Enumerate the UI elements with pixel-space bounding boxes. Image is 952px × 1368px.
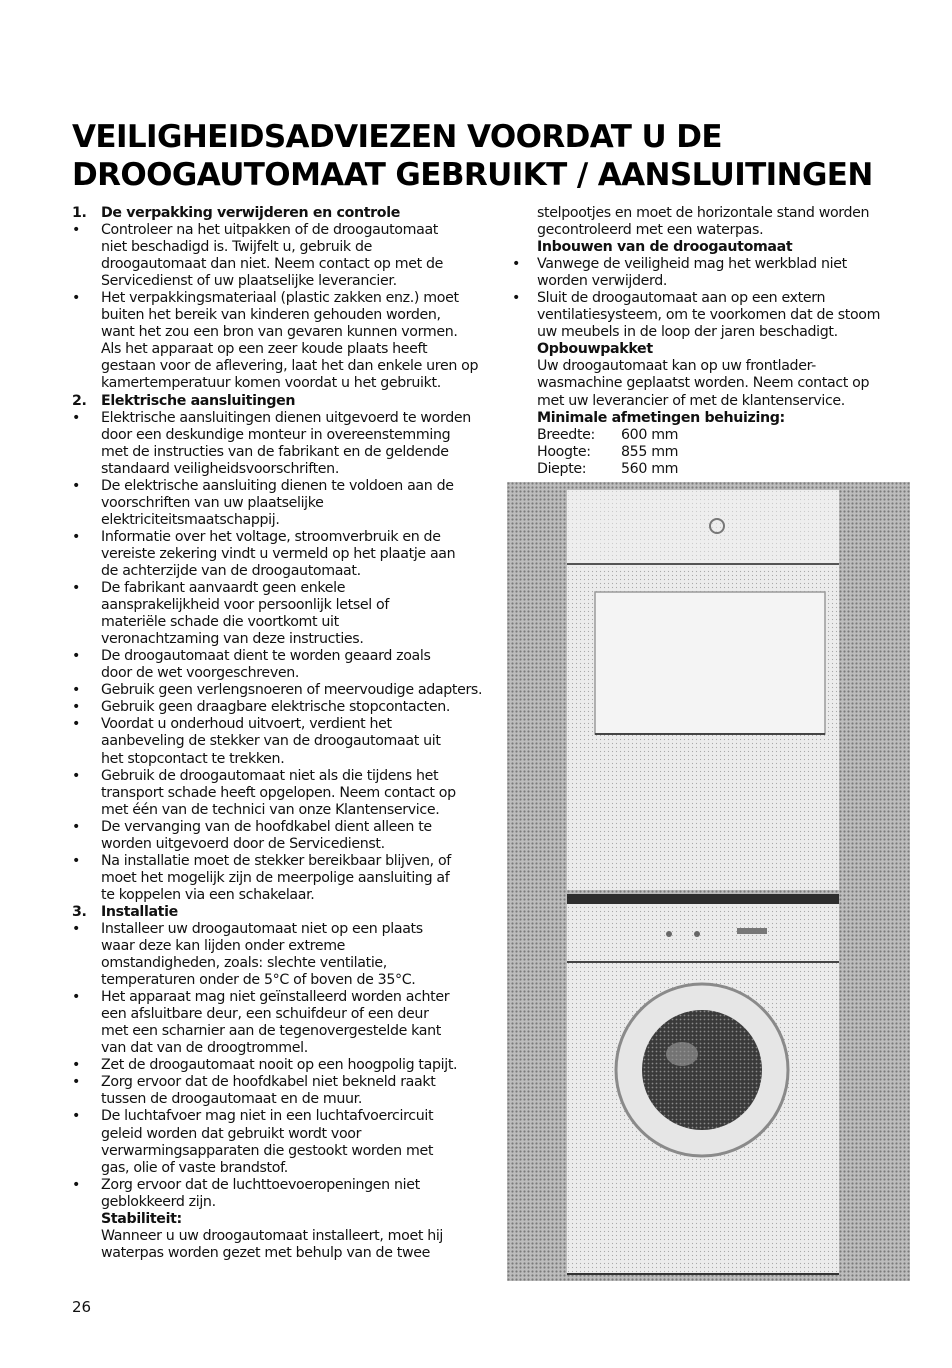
stabiliteit-text: Wanneer u uw droogautomaat installeert, moet hij waterpas worden gezet met behulp van de twee [101, 1227, 444, 1261]
page-title [72, 118, 932, 194]
bullet-item: • De droogautomaat dient te worden geaard zoals door de wet voorgeschreven. [72, 648, 431, 682]
bullet-item: • Zorg ervoor dat de luchttoevoeropeningen niet geblokkeerd zijn. [72, 1176, 420, 1210]
bullet-item: • De luchtafvoer mag niet in een luchtafvoercircuit geleid worden dat gebruikt wordt voor verwarmingsapparaten die gestookt worden met gas, olie of vaste brandstof. [72, 1108, 434, 1176]
heading-minimale-afmetingen: Minimale afmetingen behuizing: [537, 409, 785, 426]
opbouwpakket-text: Uw droogautomaat kan op uw frontlader- wasmachine geplaatst worden. Neem contact op met uw leverancier of met de klantenservice. [537, 358, 870, 409]
bullet-item: • Informatie over het voltage, stroomverbruik en de vereiste zekering vindt u vermeld op het plaatje aan de achterzijde van de droogautomaat. [72, 528, 456, 579]
bullet-item: • Na installatie moet de stekker bereikbaar blijven, of moet het mogelijk zijn de meerpolige aansluiting af te koppelen via een schakelaar. [72, 852, 451, 903]
title-line-1: VEILIGHEIDSADVIEZEN VOORDAT U DE [72, 119, 722, 155]
bullet-item: • Zorg ervoor dat de hoofdkabel niet bekneld raakt tussen de droogautomaat en de muur. [72, 1074, 436, 1108]
bullet-item: • Vanwege de veiligheid mag het werkblad niet worden verwijderd. [512, 256, 847, 290]
bullet-item: • Gebruik de droogautomaat niet als die tijdens het transport schade heeft opgelopen. Neem contact op met één van de technici van onze Klantenservice. [72, 767, 456, 818]
bullet-item: • De fabrikant aanvaardt geen enkele aansprakelijkheid voor persoonlijk letsel of materiële schade die voortkomt uit veronachtzaming van deze instructies. [72, 580, 390, 648]
bullet-item: • Gebruik geen draagbare elektrische stopcontacten. [72, 699, 451, 716]
bullet-item: • Voordat u onderhoud uitvoert, verdient het aanbeveling de stekker van de droogautomaat uit het stopcontact te trekken. [72, 716, 441, 767]
left-column [72, 205, 482, 1262]
bullet-item: • De elektrische aansluiting dienen te voldoen aan de voorschriften van uw plaatselijke elektriciteitsmaatschappij. [72, 477, 454, 528]
dimension-row: Breedte: 600 mm [537, 426, 679, 443]
bullet-item: • Controleer na het uitpakken of de droogautomaat niet beschadigd is. Twijfelt u, gebruik de droogautomaat dan niet. Neem contact op met de Servicedienst of uw plaatselijke leverancier. [72, 222, 444, 290]
continued-text: stelpootjes en moet de horizontale stand worden gecontroleerd met een waterpas. [537, 205, 870, 239]
bullet-item: • Het verpakkingsmateriaal (plastic zakken enz.) moet buiten het bereik van kinderen gehouden worden, want het zou een bron van gevaren kunnen vormen. Als het apparaat op een zeer koude plaats heeft gestaan voor de aflevering, laat het dan enkele uren op kamertemperatuur komen voordat u het gebruikt. [72, 290, 479, 392]
bullet-item: • Sluit de droogautomaat aan op een extern ventilatiesysteem, om te voorkomen dat de stoom uw meubels in de loop der jaren beschadigt. [512, 290, 881, 341]
bullet-item: • Elektrische aansluitingen dienen uitgevoerd te worden door een deskundige monteur in overeenstemming met de instructies van de fabrikant en de geldende standaard veiligheidsvoorschriften. [72, 409, 471, 477]
page-number: 26 [72, 1298, 92, 1316]
bullet-item: • Zet de droogautomaat nooit op een hoogpolig tapijt. [72, 1057, 458, 1074]
heading-opbouwpakket: Opbouwpakket [537, 341, 653, 358]
dimension-row: Hoogte: 855 mm [537, 443, 679, 460]
right-column [512, 205, 912, 478]
heading-inbouwen: Inbouwen van de droogautomaat [537, 239, 793, 256]
bullet-item: • Installeer uw droogautomaat niet op een plaats waar deze kan lijden onder extreme omstandigheden, zoals: slechte ventilatie, temperaturen onder de 5°C of boven de 35°C. [72, 920, 423, 989]
dryer [567, 490, 839, 890]
bullet-item: • Gebruik geen verlengsnoeren of meervoudige adapters. [72, 682, 483, 699]
section-heading-3: 3. Installatie [72, 903, 178, 920]
bullet-item: • De vervanging van de hoofdkabel dient alleen te worden uitgevoerd door de Servicedienst. [72, 818, 432, 852]
subheading-stabiliteit: Stabiliteit: [101, 1210, 182, 1227]
title-line-2: DROOGAUTOMAAT GEBRUIKT / AANSLUITINGEN [72, 157, 873, 193]
bullet-item: • Het apparaat mag niet geïnstalleerd worden achter een afsluitbare deur, een schuifdeur of een deur met een scharnier aan de tegenovergestelde kant van dat van de droogtrommel. [72, 989, 450, 1057]
section-heading-1: 1. De verpakking verwijderen en controle [72, 205, 400, 221]
dimension-row: Diepte: 560 mm [537, 460, 679, 477]
washing-machine [567, 904, 839, 1274]
dryer-on-washer-photo [507, 482, 910, 1281]
section-heading-2: 2. Elektrische aansluitingen [72, 392, 296, 409]
